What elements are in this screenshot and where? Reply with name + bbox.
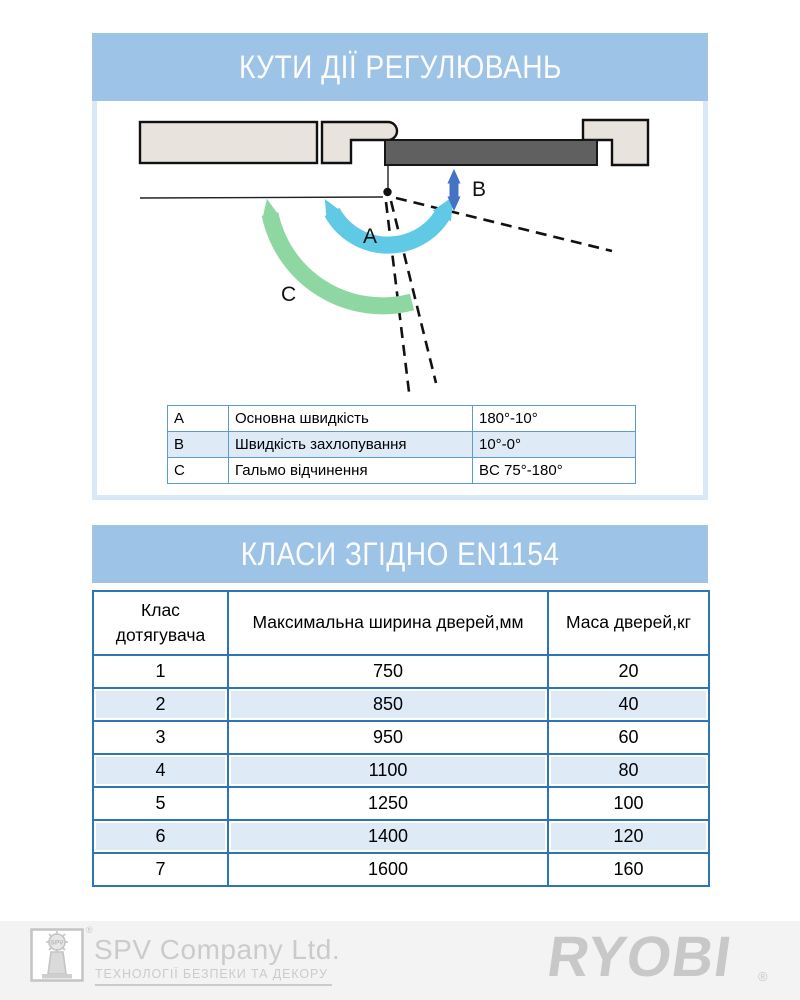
spv-icon-text: SPV	[50, 939, 64, 947]
legend-value: 180°-10°	[473, 406, 636, 432]
legend-value: BC 75°-180°	[473, 458, 636, 484]
classes-title: КЛАСИ ЗГІДНО EN1154	[240, 535, 560, 572]
cell-class: 1	[93, 655, 228, 688]
cell-width: 1100	[228, 754, 548, 787]
cell-mass: 160	[548, 853, 709, 886]
table-row	[93, 853, 709, 886]
col-header-width: Максимальна ширина дверей,мм	[228, 591, 548, 655]
cell-width: 950	[228, 721, 548, 754]
legend-table	[167, 405, 636, 484]
cell-class: 4	[93, 754, 228, 787]
cell-mass: 100	[548, 787, 709, 820]
angles-header-bar	[92, 33, 708, 101]
spv-tagline: ТЕХНОЛОГІЇ БЕЗПЕКИ ТА ДЕКОРУ	[95, 967, 332, 986]
table-row	[93, 820, 709, 853]
cell-width: 1600	[228, 853, 548, 886]
cell-width: 750	[228, 655, 548, 688]
table-row	[93, 655, 709, 688]
cell-class: 2	[93, 688, 228, 721]
footer	[0, 921, 800, 1000]
classes-header-row	[93, 591, 709, 655]
legend-name: Швидкість захлопування	[229, 432, 473, 458]
tower-icon	[48, 952, 66, 974]
legend-value: 10°-0°	[473, 432, 636, 458]
label-a: A	[363, 225, 378, 248]
cell-mass: 60	[548, 721, 709, 754]
cell-class: 6	[93, 820, 228, 853]
table-row	[93, 688, 709, 721]
cell-class: 3	[93, 721, 228, 754]
tower-base	[42, 974, 72, 979]
cell-class: 7	[93, 853, 228, 886]
legend-row-a	[168, 406, 636, 432]
cell-width: 1400	[228, 820, 548, 853]
legend-key: C	[168, 458, 229, 484]
legend-key: B	[168, 432, 229, 458]
cell-width: 1250	[228, 787, 548, 820]
ryobi-registered-mark: ®	[758, 969, 768, 984]
cell-mass: 80	[548, 754, 709, 787]
table-row	[93, 721, 709, 754]
legend-name: Основна швидкість	[229, 406, 473, 432]
cell-mass: 120	[548, 820, 709, 853]
cell-mass: 20	[548, 655, 709, 688]
table-row	[93, 787, 709, 820]
cell-class: 5	[93, 787, 228, 820]
legend-row-c	[168, 458, 636, 484]
spv-company-name: SPV Company Ltd.	[94, 934, 341, 965]
angles-title: КУТИ ДІЇ РЕГУЛЮВАНЬ	[238, 48, 562, 85]
col-header-class: Клас дотягувача	[93, 591, 228, 655]
spv-registered-mark: ®	[86, 925, 93, 935]
classes-table	[92, 590, 710, 887]
label-b: B	[472, 178, 487, 201]
col-header-mass: Маса дверей,кг	[548, 591, 709, 655]
legend-name: Гальмо відчинення	[229, 458, 473, 484]
ryobi-logo: RYOBI	[543, 925, 736, 989]
label-c: C	[281, 283, 297, 306]
table-row	[93, 754, 709, 787]
legend-row-b	[168, 432, 636, 458]
legend-key: A	[168, 406, 229, 432]
spv-logo-icon	[30, 928, 84, 982]
cell-width: 850	[228, 688, 548, 721]
cell-mass: 40	[548, 688, 709, 721]
classes-header-bar	[92, 525, 708, 583]
